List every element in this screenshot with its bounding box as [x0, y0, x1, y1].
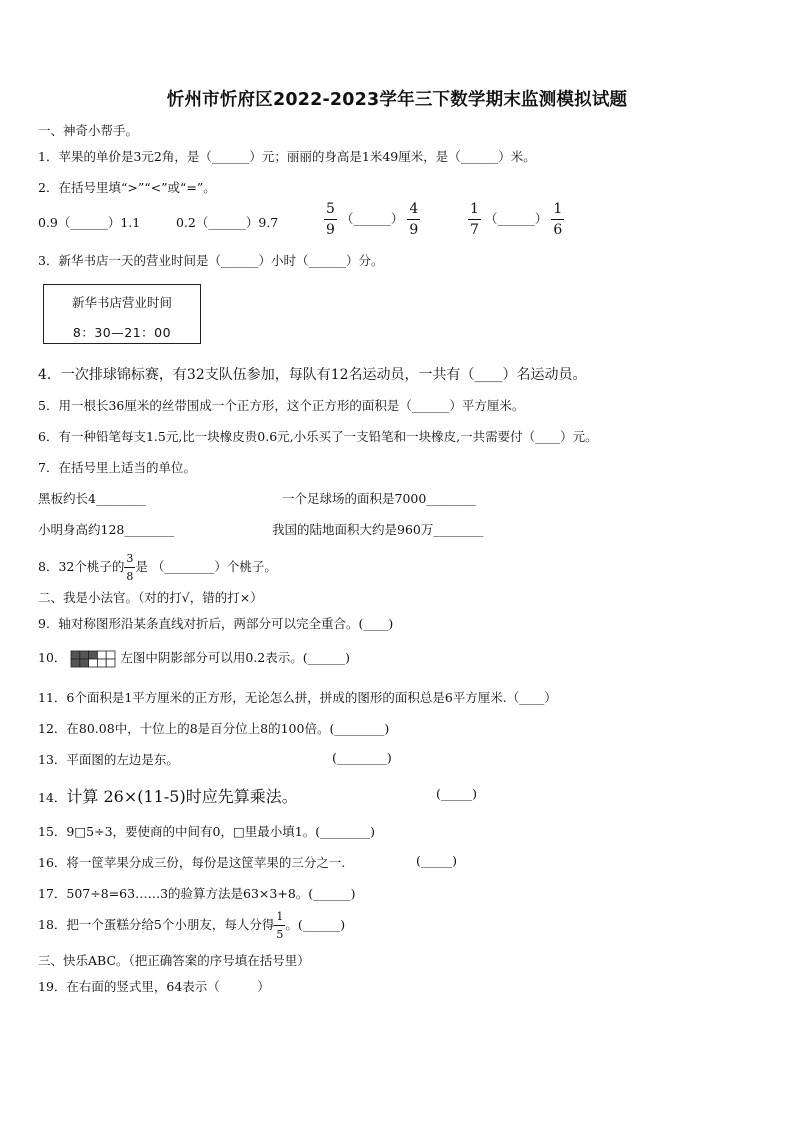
fraction-3-8 — [124, 553, 135, 582]
tenths-grid-svg — [70, 650, 116, 668]
q2-item-c — [324, 202, 420, 237]
grid-cell-empty — [98, 659, 107, 667]
question-18 — [38, 911, 345, 940]
fraction-4-9 — [407, 202, 420, 237]
q14-blank: (_____) — [436, 786, 478, 801]
q7-item-d: 我国的陆地面积大约是960万________ — [272, 522, 484, 537]
numerator: 4 — [407, 202, 420, 220]
denominator: 6 — [553, 222, 563, 238]
grid-cell-shaded — [89, 651, 98, 659]
question-13: 13．平面图的左边是东。 — [38, 752, 179, 767]
question-7: 7．在括号里上适当的单位。 — [38, 460, 196, 475]
numerator: 1 — [274, 911, 285, 926]
grid-cell-empty — [89, 659, 98, 667]
question-3: 3．新华书店一天的营业时间是（______）小时（______）分。 — [38, 253, 384, 268]
q13-blank: (________) — [332, 750, 392, 765]
q14-number: 14． — [38, 790, 67, 805]
page-title: 忻州市忻府区2022-2023学年三下数学期末监测模拟试题 — [166, 90, 628, 110]
section-2-heading: 二、我是小法官。（对的打√，错的打×） — [38, 590, 263, 605]
q8-text-pre: 8．32个桃子的 — [38, 559, 125, 574]
grid-cell-empty — [98, 651, 107, 659]
question-1: 1．苹果的单价是3元2角，是（______）元；丽丽的身高是1米49厘米，是（______）米。 — [38, 149, 536, 164]
denominator: 5 — [276, 928, 284, 941]
q18-text-post: 。(______) — [285, 917, 346, 932]
q2-blank-d: （______） — [484, 211, 548, 226]
q8-text-post: 是 （________）个桃子。 — [135, 559, 277, 574]
section-3-heading: 三、快乐ABC。（把正确答案的序号填在括号里） — [38, 953, 310, 968]
numerator: 3 — [124, 553, 135, 568]
q10-number: 10． — [38, 650, 67, 665]
q7-item-c: 小明身高约128________ — [38, 522, 175, 537]
q10-text: 左图中阴影部分可以用0.2表示。(______) — [120, 650, 351, 665]
q2-item-b: 0.2（______）9.7 — [176, 215, 279, 230]
business-hours-box — [43, 284, 201, 344]
q2-item-a: 0.9（______）1.1 — [38, 215, 141, 230]
grid-cell-shaded — [80, 651, 89, 659]
section-1-heading: 一、神奇小帮手。 — [38, 123, 139, 138]
grid-cell-shaded — [71, 651, 80, 659]
fraction-1-7 — [468, 202, 481, 237]
q7-item-a: 黑板约长4________ — [38, 491, 146, 506]
q2-blank-c: （______） — [340, 211, 404, 226]
question-11: 11．6个面积是1平方厘米的正方形，无论怎么拼，拼成的图形的面积总是6平方厘米.（____） — [38, 690, 557, 705]
fraction-1-5 — [274, 911, 285, 940]
question-17: 17．507÷8=63……3的验算方法是63×3+8。(______) — [38, 886, 356, 901]
question-2: 2．在括号里填“>”“<”或“=”。 — [38, 180, 216, 195]
question-14 — [38, 784, 298, 807]
question-16: 16．将一筐苹果分成三份，每份是这筐苹果的三分之一. — [38, 855, 346, 870]
business-hours-time: 8：30—21：00 — [72, 325, 172, 340]
q2-item-d — [468, 202, 564, 237]
q18-text-pre: 18．把一个蛋糕分给5个小朋友，每人分得 — [38, 917, 275, 932]
denominator: 9 — [409, 222, 419, 238]
denominator: 8 — [126, 570, 134, 583]
fraction-5-9 — [324, 202, 337, 237]
denominator: 9 — [326, 222, 335, 238]
question-10 — [38, 648, 350, 668]
business-hours-title: 新华书店营业时间 — [71, 295, 172, 310]
question-15: 15．9□5÷3，要使商的中间有0，□里最小填1。(________) — [38, 824, 376, 839]
grid-cell-empty — [107, 651, 116, 659]
question-8 — [38, 553, 277, 582]
denominator: 7 — [470, 222, 479, 238]
question-19: 19．在右面的竖式里，64表示（ ） — [38, 979, 270, 994]
question-12: 12．在80.08中，十位上的8是百分位上8的100倍。(________) — [38, 721, 390, 736]
tenths-grid-figure — [70, 650, 116, 668]
q7-item-b: 一个足球场的面积是7000________ — [282, 491, 477, 506]
question-9: 9．轴对称图形沿某条直线对折后，两部分可以完全重合。(____) — [38, 616, 394, 631]
numerator: 1 — [551, 202, 564, 220]
fraction-1-6 — [551, 202, 564, 237]
question-4: 4．一次排球锦标赛，有32支队伍参加，每队有12名运动员，一共有（____）名运动员。 — [38, 367, 587, 383]
grid-cell-shaded — [80, 659, 89, 667]
question-6: 6．有一种铅笔每支1.5元,比一块橡皮贵0.6元,小乐买了一支铅笔和一块橡皮,一共需要付（____）元。 — [38, 429, 598, 444]
question-5: 5．用一根长36厘米的丝带围成一个正方形，这个正方形的面积是（______）平方厘米。 — [38, 398, 525, 413]
grid-cell-shaded — [71, 659, 80, 667]
numerator: 5 — [324, 202, 337, 220]
q14-text: 计算 26×(11-5)时应先算乘法。 — [66, 787, 298, 806]
grid-cell-empty — [107, 659, 116, 667]
q16-blank: (_____) — [416, 853, 458, 868]
numerator: 1 — [468, 202, 481, 220]
